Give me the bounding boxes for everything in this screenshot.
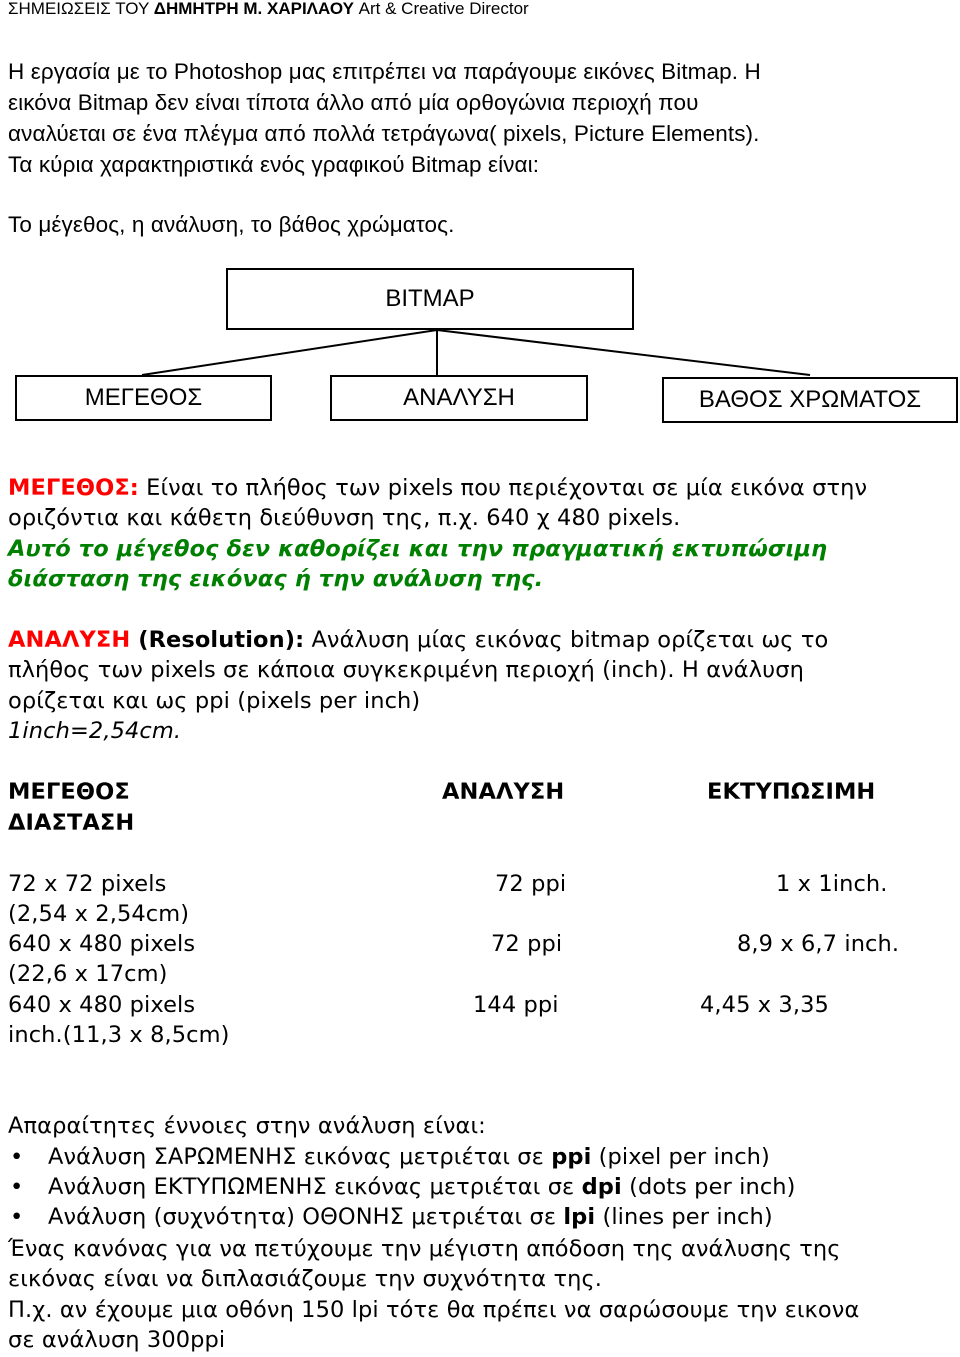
intro-line-4: Τα κύρια χαρακτηριστικά ενός γραφικού Bitmap είναι: [8, 152, 540, 177]
diagram-node-size: ΜΕΓΕΘΟΣ [15, 375, 272, 421]
table-row-1-print: 1 x 1inch. [776, 871, 888, 897]
size-note-line-1: Αυτό το μέγεθος δεν καθορίζει και την πραγματική εκτυπώσιμη [8, 536, 828, 562]
concept-item-scanned: • Ανάλυση ΣΑΡΩΜΕΝΗΣ εικόνας μετριέται σε ppi (pixel per inch) [10, 1142, 796, 1172]
table-row-2-size: 640 x 480 pixels [8, 931, 196, 957]
resolution-definition-line-2: πλήθος των pixels σε κάποια συγκεκριμένη περιοχή (inch). Η ανάλυση [8, 657, 804, 683]
resolution-definition-line-1: ΑΝΑΛΥΣΗ (Resolution): Ανάλυση μίας εικόνας bitmap ορίζεται ως το [8, 627, 829, 653]
table-header-print: ΕΚΤΥΠΩΣΙΜΗ [707, 779, 876, 805]
diagram-node-color-depth: ΒΑΘΟΣ ΧΡΩΜΑΤΟΣ [662, 377, 958, 423]
table-row-3-print: 4,45 x 3,35 [700, 992, 829, 1018]
table-row-1-size: 72 x 72 pixels [8, 871, 167, 897]
size-note-line-2: διάσταση της εικόνας ή την ανάλυση της. [8, 566, 544, 592]
resolution-definition-line-3: ορίζεται και ως ppi (pixels per inch) [8, 688, 421, 714]
table-header-size: ΜΕΓΕΘΟΣ [8, 779, 130, 805]
table-row-3-size: 640 x 480 pixels [8, 992, 196, 1018]
diagram-connectors [0, 0, 960, 440]
table-row-3-resolution: 144 ppi [473, 992, 559, 1018]
table-row-2-resolution: 72 ppi [491, 931, 563, 957]
table-header-dimension: ΔΙΑΣΤΑΣΗ [8, 810, 135, 836]
intro-line-1: Η εργασία με το Photoshop μας επιτρέπει να παράγουμε εικόνες Bitmap. Η [8, 59, 761, 84]
intro-characteristics: Το μέγεθος, η ανάλυση, το βάθος χρώματος. [8, 212, 455, 237]
header-prefix: ΣΗΜΕΙΩΣΕΙΣ ΤΟΥ [8, 0, 154, 18]
size-term: ΜΕΓΕΘΟΣ: [8, 475, 139, 501]
size-definition-line-2: οριζόντια και κάθετη διεύθυνση της, π.χ. 640 χ 480 pixels. [8, 505, 681, 531]
table-row-2-print: 8,9 x 6,7 inch. [737, 931, 900, 957]
intro-line-2: εικόνα Bitmap δεν είναι τίποτα άλλο από μία ορθογώνια περιοχή που [8, 90, 699, 115]
header-suffix: Art & Creative Director [353, 0, 529, 18]
rule-line-1: Ένας κανόνας για να πετύχουμε την μέγιστη απόδοση της ανάλυσης της [8, 1236, 841, 1262]
intro-line-3: αναλύεται σε ένα πλέγμα από πολλά τετράγωνα( pixels, Picture Elements). [8, 121, 760, 146]
example-line-1: Π.χ. αν έχουμε μια οθόνη 150 lpi τότε θα πρέπει να σαρώσουμε την εικονα [8, 1297, 860, 1323]
concepts-intro: Απαραίτητες έννοιες στην ανάλυση είναι: [8, 1113, 486, 1139]
concept-item-screen: • Ανάλυση (συχνότητα) ΟΘΟΝΗΣ μετριέται σε lpi (lines per inch) [10, 1202, 796, 1232]
diagram-node-resolution: ΑΝΑΛΥΣΗ [330, 375, 588, 421]
size-definition-line-1: ΜΕΓΕΘΟΣ: Είναι το πλήθος των pixels που περιέχονται σε μία εικόνα στην [8, 475, 868, 501]
example-line-2: σε ανάλυση 300ppi [8, 1327, 226, 1353]
rule-line-2: εικόνας είναι να διπλασιάζουμε την συχνότητα της. [8, 1266, 603, 1292]
table-row-1-cm: (2,54 x 2,54cm) [8, 901, 190, 927]
concepts-list [10, 1142, 796, 1232]
table-header-resolution: ΑΝΑΛΥΣΗ [442, 779, 565, 805]
resolution-term: ΑΝΑΛΥΣΗ [8, 627, 131, 653]
table-row-3-cm: inch.(11,3 x 8,5cm) [8, 1022, 230, 1048]
table-row-1-resolution: 72 ppi [495, 871, 567, 897]
concept-item-printed: • Ανάλυση ΕΚΤΥΠΩΜΕΝΗΣ εικόνας μετριέται σε dpi (dots per inch) [10, 1172, 796, 1202]
table-row-2-cm: (22,6 x 17cm) [8, 961, 168, 987]
diagram-root-bitmap: BITMAP [226, 268, 634, 330]
header-author: ΔΗΜΗΤΡΗ Μ. ΧΑΡΙΛΑΟΥ [153, 0, 354, 18]
inch-conversion: 1inch=2,54cm. [8, 718, 182, 744]
